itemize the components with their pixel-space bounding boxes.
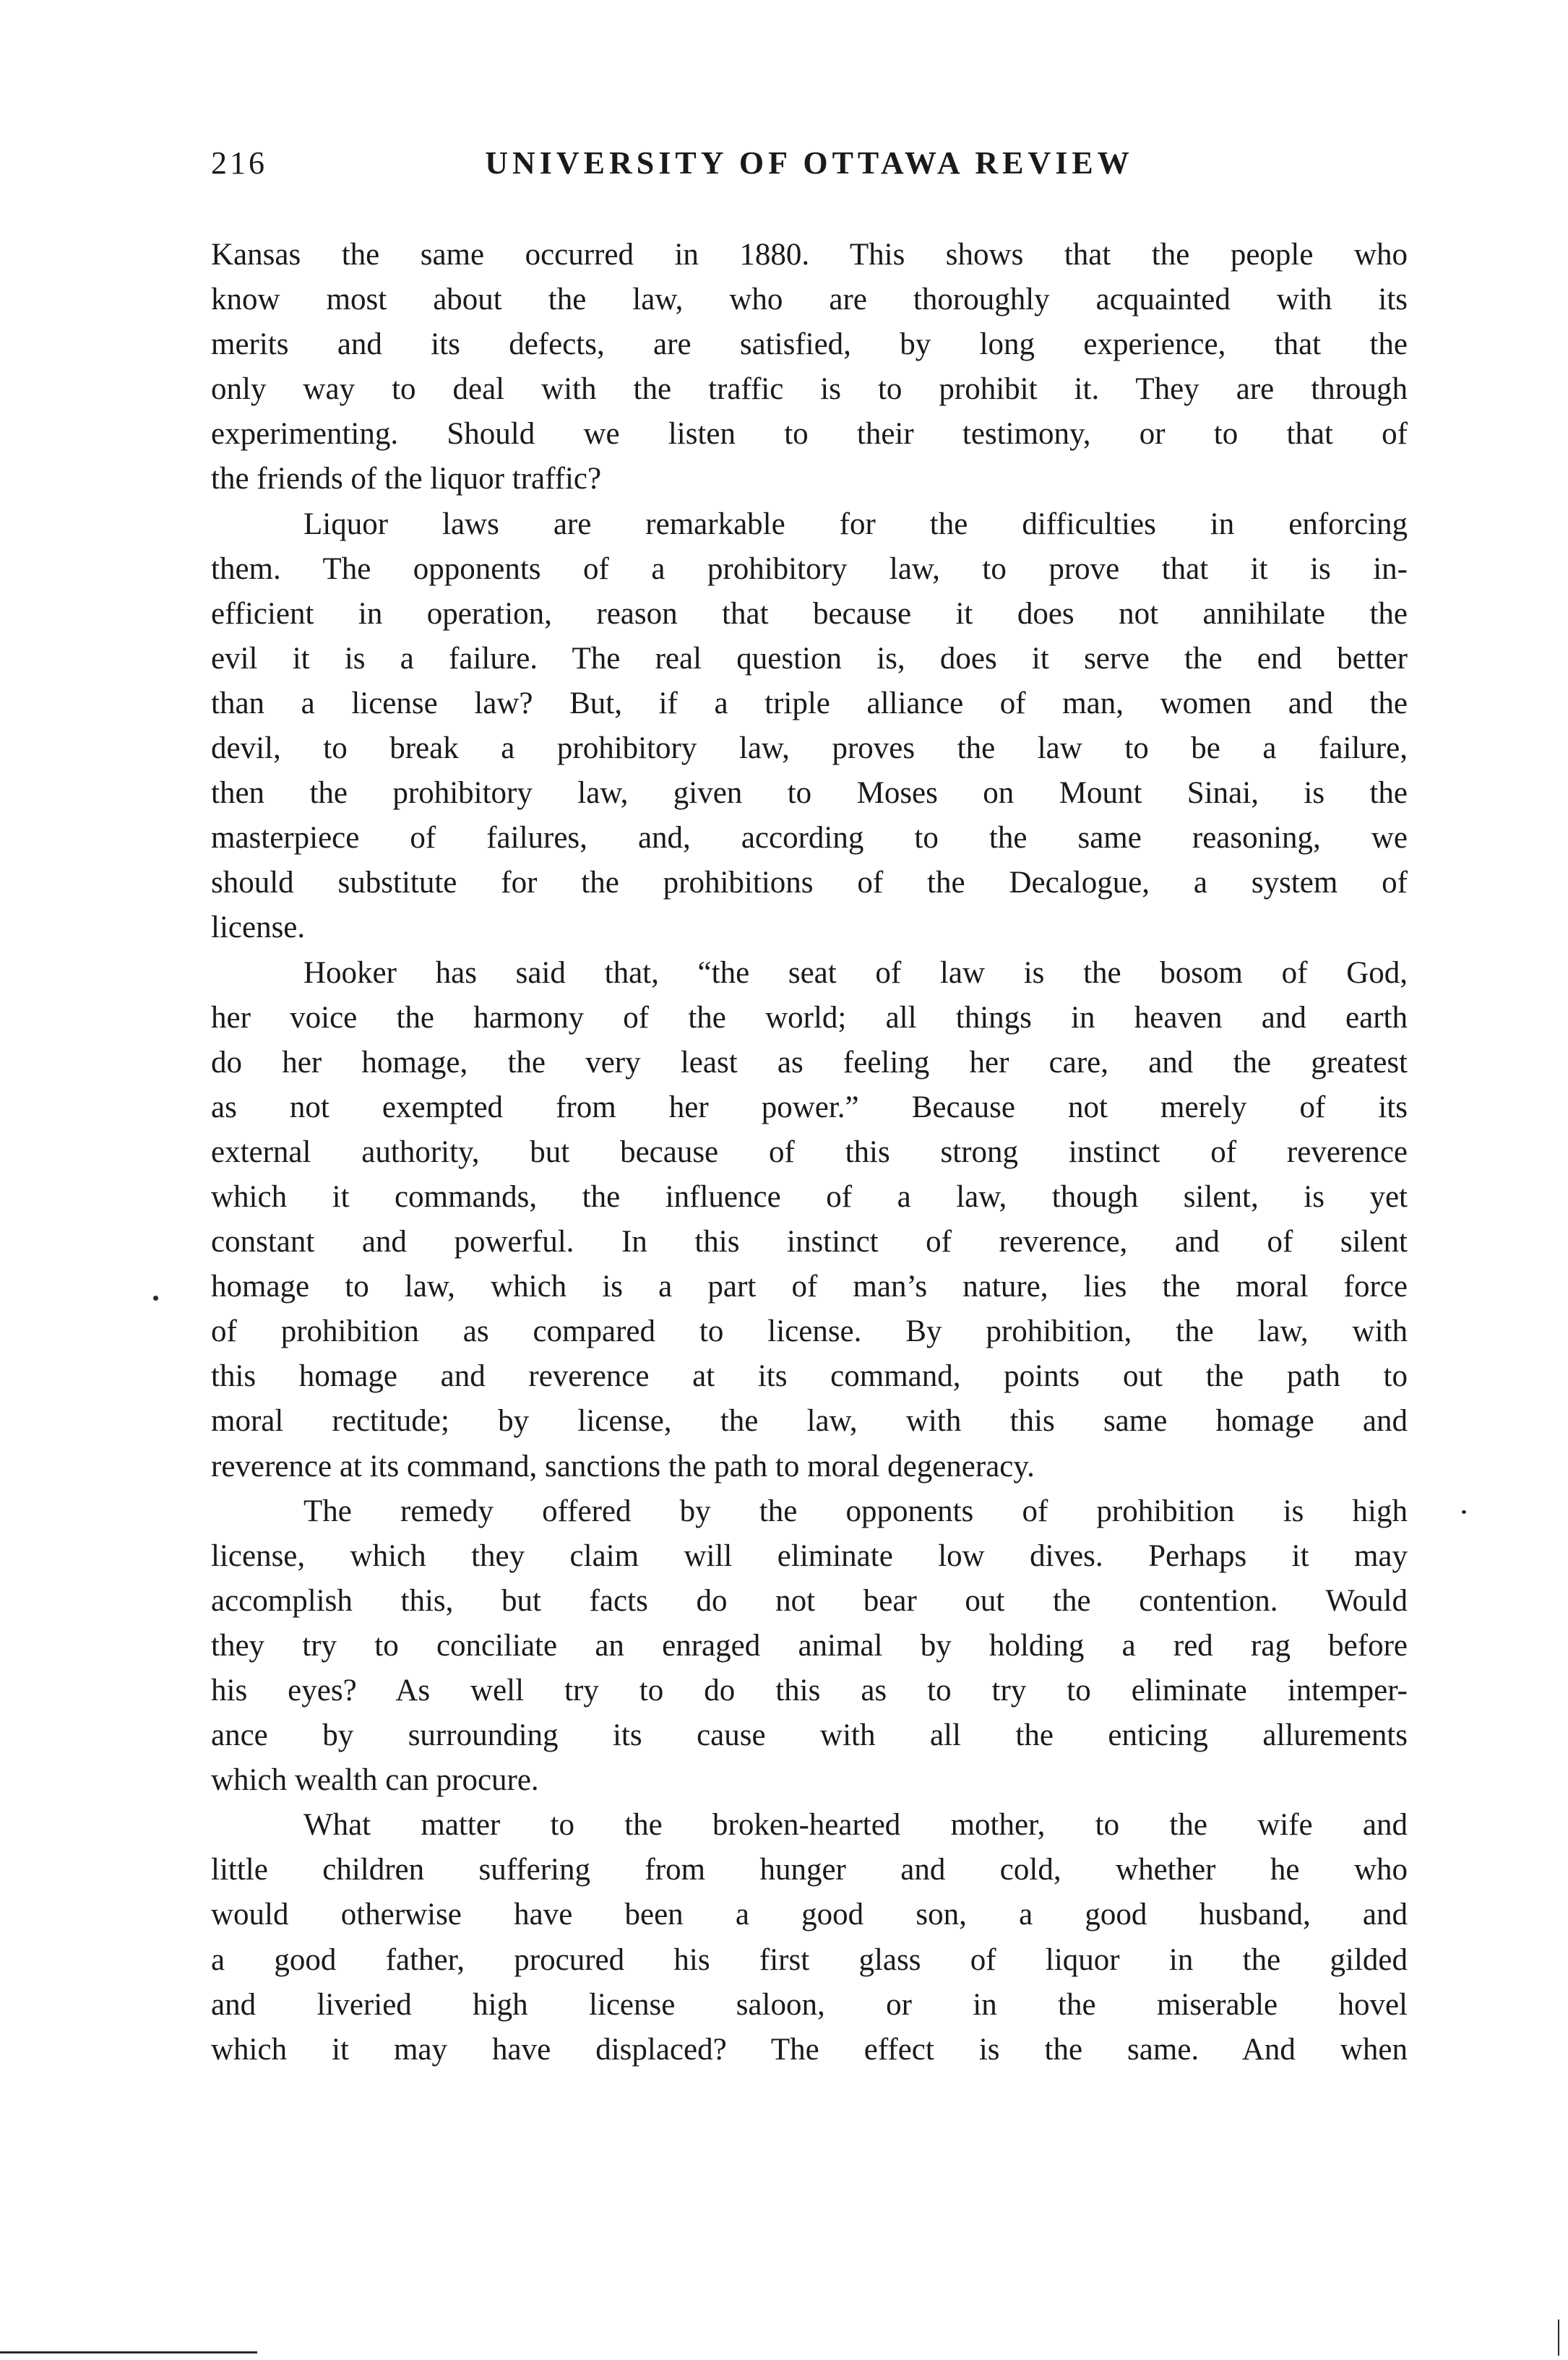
text-line: moral rectitude; by license, the law, with this same homage and	[211, 1404, 1408, 1439]
paragraph-start-line: The remedy offered by the opponents of prohibition is high	[303, 1494, 1408, 1528]
text-line: evil it is a failure. The real question is, does it serve the end better	[211, 641, 1408, 676]
text-line: then the prohibitory law, given to Moses on Mount Sinai, is the	[211, 776, 1408, 811]
body-text	[211, 233, 1408, 2072]
text-line: should substitute for the prohibitions of the Decalogue, a system of	[211, 866, 1408, 900]
text-line: merits and its defects, are satisfied, by long experience, that the	[211, 327, 1408, 362]
paragraph-start-line: Liquor laws are remarkable for the difficulties in enforcing	[303, 507, 1408, 541]
ink-speck	[153, 1296, 158, 1301]
text-line: only way to deal with the traffic is to prohibit it. They are through	[211, 372, 1408, 407]
text-line: external authority, but because of this strong instinct of reverence	[211, 1134, 1408, 1169]
text-line: this homage and reverence at its command, points out the path to	[211, 1359, 1408, 1394]
bottom-edge-rule	[0, 2351, 257, 2353]
text-line: little children suffering from hunger and cold, whether he who	[211, 1853, 1408, 1887]
page-number: 216	[211, 145, 267, 181]
text-line: license, which they claim will eliminate low dives. Perhaps it may	[211, 1538, 1408, 1573]
text-line: Kansas the same occurred in 1880. This shows that the people who	[211, 238, 1408, 272]
text-line: of prohibition as compared to license. By prohibition, the law, with	[211, 1314, 1408, 1349]
ink-speck	[1462, 1510, 1466, 1514]
text-line: ance by surrounding its cause with all the enticing allurements	[211, 1718, 1408, 1753]
text-line: the friends of the liquor traffic?	[211, 462, 602, 496]
text-line: efficient in operation, reason that because it does not annihilate the	[211, 596, 1408, 631]
text-line: devil, to break a prohibitory law, proves the law to be a failure,	[211, 731, 1408, 766]
text-line: they try to conciliate an enraged animal by holding a red rag before	[211, 1628, 1408, 1663]
page-header	[211, 145, 1408, 210]
text-line: than a license law? But, if a triple alliance of man, women and the	[211, 686, 1408, 720]
text-line: as not exempted from her power.” Because not merely of its	[211, 1090, 1408, 1124]
page-edge-mark	[1558, 2320, 1559, 2356]
text-line: experimenting. Should we listen to their testimony, or to that of	[211, 417, 1408, 452]
text-line: his eyes? As well try to do this as to try to eliminate intemper-	[211, 1674, 1408, 1707]
running-title: UNIVERSITY OF OTTAWA REVIEW	[485, 145, 1134, 181]
text-line: accomplish this, but facts do not bear out the contention. Would	[211, 1583, 1408, 1618]
text-line: masterpiece of failures, and, according to the same reasoning, we	[211, 821, 1408, 856]
paragraph-start-line: Hooker has said that, “the seat of law is the bosom of God,	[303, 955, 1408, 990]
paragraph-start-line: What matter to the broken-hearted mother, to the wife and	[303, 1808, 1408, 1843]
text-line: which wealth can procure.	[211, 1763, 539, 1798]
text-line: which it commands, the influence of a law, though silent, is yet	[211, 1179, 1408, 1214]
text-line: a good father, procured his first glass of liquor in the gilded	[211, 1942, 1408, 1977]
text-line: constant and powerful. In this instinct of reverence, and of silent	[211, 1225, 1408, 1259]
text-line: homage to law, which is a part of man’s nature, lies the moral force	[211, 1270, 1408, 1304]
text-line: reverence at its command, sanctions the path to moral degeneracy.	[211, 1449, 1035, 1483]
text-line: license.	[211, 910, 306, 945]
text-line: and liveried high license saloon, or in the miserable hovel	[211, 1987, 1408, 2022]
text-line: which it may have displaced? The effect is the same. And when	[211, 2032, 1408, 2067]
text-line: know most about the law, who are thoroughly acquainted with its	[211, 283, 1408, 317]
text-line: would otherwise have been a good son, a good husband, and	[211, 1898, 1408, 1932]
text-line: do her homage, the very least as feeling her care, and the greatest	[211, 1045, 1408, 1080]
text-line: them. The opponents of a prohibitory law, to prove that it is in-	[211, 551, 1408, 586]
text-line: her voice the harmony of the world; all things in heaven and earth	[211, 1000, 1408, 1035]
